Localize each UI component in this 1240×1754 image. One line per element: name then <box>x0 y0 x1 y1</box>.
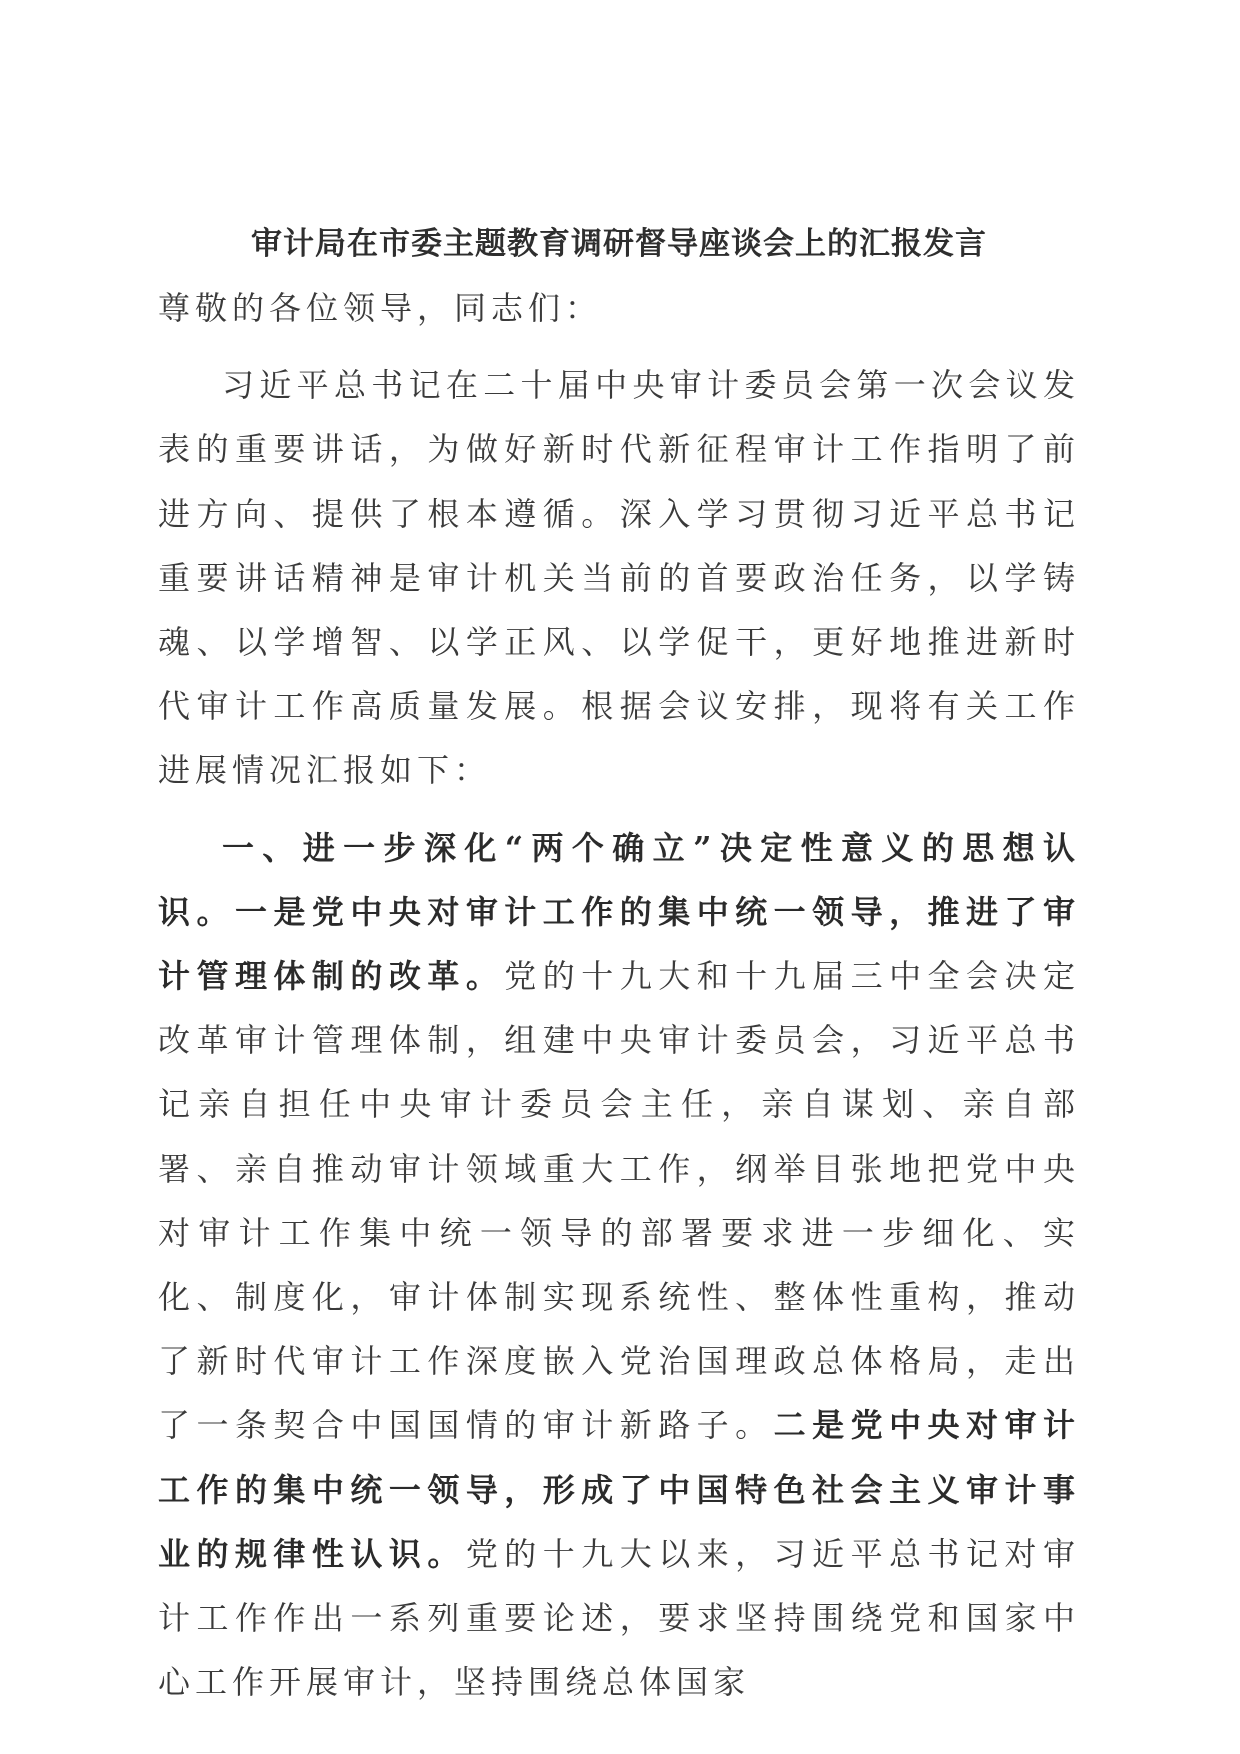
point-1-heading: 一是党中央对审计工作的集中统一领导，推进了审计管理体制的改革。 <box>158 892 1080 996</box>
point-1-body: 党的十九大和十九届三中全会决定改革审计管理体制，组建中央审计委员会，习近平总书记亲自担任中央审计委员会主任，亲自谋划、亲自部署、亲自推动审计领域重大工作，纲举目张地把党中央对审计工作集中统一领导的部署要求进一步细化、实化、制度化，审计体制实现系统性、整体性重构，推动了新时代审计工作深度嵌入党治国理政总体格局，走出了一条契合中国国情的审计新路子。 <box>158 957 1080 1445</box>
point-2-heading: 二是党中央对审计工作的集中统一领导，形成了中国特色社会主义审计事业的规律性认识。 <box>158 1406 1080 1573</box>
section-1-paragraph <box>158 816 1080 1715</box>
intro-paragraph: 习近平总书记在二十届中央审计委员会第一次会议发表的重要讲话，为做好新时代新征程审计工作指明了前进方向、提供了根本遵循。深入学习贯彻习近平总书记重要讲话精神是审计机关当前的首要政治任务，以学铸魂、以学增智、以学正风、以学促干，更好地推进新时代审计工作高质量发展。根据会议安排，现将有关工作进展情况汇报如下： <box>158 366 1080 790</box>
document-title: 审计局在市委主题教育调研督导座谈会上的汇报发言 <box>251 226 987 262</box>
salutation: 尊敬的各位领导，同志们： <box>158 289 603 327</box>
point-2-body: 党的十九大以来，习近平总书记对审计工作作出一系列重要论述，要求坚持围绕党和国家中心工作开展审计，坚持围绕总体国家 <box>158 1534 1080 1702</box>
section-1-heading: 一、进一步深化“两个确立”决定性意义的思想认识。 <box>158 828 1080 931</box>
document-body <box>158 276 1080 1714</box>
